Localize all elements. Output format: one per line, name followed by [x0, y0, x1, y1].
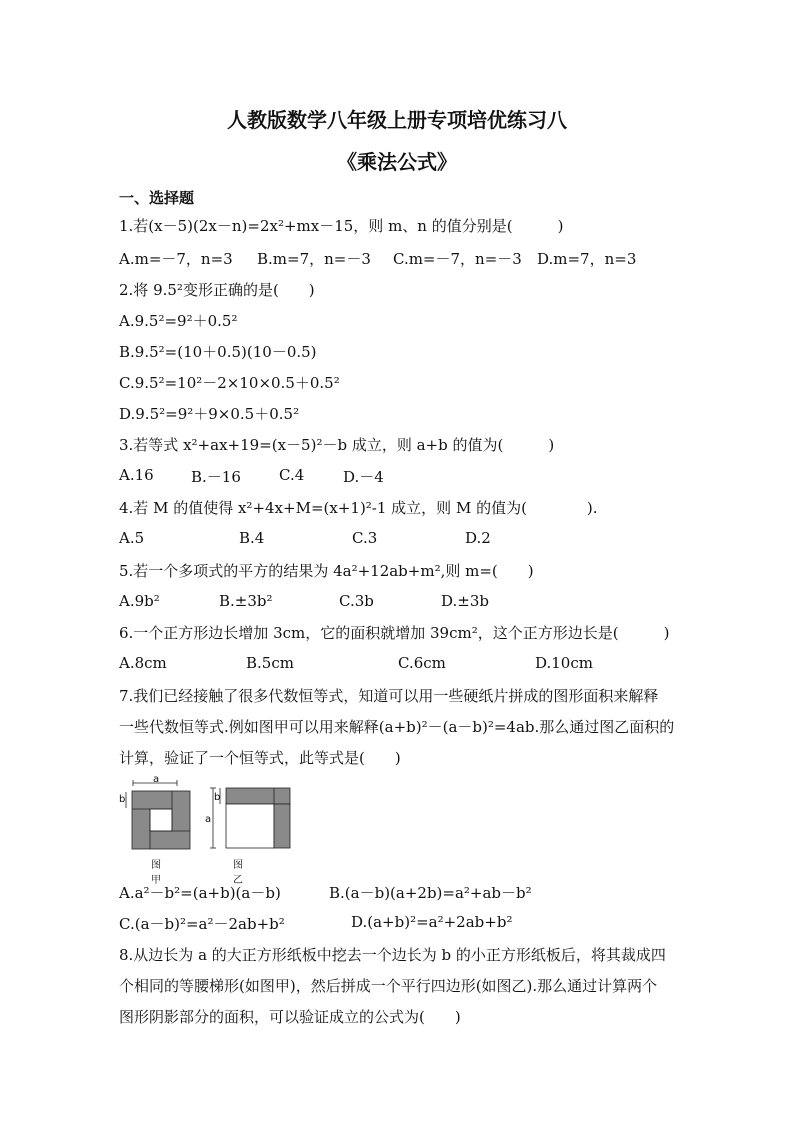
question-6-stem: 6.一个正方形边长增加 3cm，它的面积就增加 39cm²，这个正方形边长是( )	[119, 624, 670, 642]
question-3-option-d: D.－4	[343, 468, 384, 486]
question-3-option-c: C.4	[279, 466, 305, 484]
question-8-line-2: 个相同的等腰梯形(如图甲)，然后拼成一个平行四边形(如图乙).那么通过计算两个	[119, 977, 658, 995]
question-7-line-2: 一些代数恒等式.例如图甲可以用来解释(a+b)²－(a－b)²=4ab.那么通过图乙面积的	[119, 718, 675, 736]
page-subtitle: 《乘法公式》	[337, 150, 457, 174]
question-5-option-c: C.3b	[339, 592, 374, 610]
section-heading: 一、选择题	[119, 189, 195, 207]
question-6-option-b: B.5cm	[246, 654, 294, 672]
question-7-option-b: B.(a－b)(a+2b)=a²+ab－b²	[329, 884, 532, 902]
question-7-line-3: 计算，验证了一个恒等式，此等式是( )	[119, 749, 401, 767]
question-7-option-a: A.a²－b²=(a+b)(a－b)	[119, 884, 281, 902]
question-1-option-a: A.m=－7，n=3	[119, 250, 233, 268]
question-1-stem: 1.若(x－5)(2x－n)=2x²+mx－15，则 m、n 的值分别是( )	[119, 217, 564, 235]
question-2-option-c: C.9.5²=10²－2×10×0.5＋0.5²	[119, 374, 340, 392]
question-3-stem: 3.若等式 x²+ax+19=(x－5)²－b 成立，则 a+b 的值为( )	[119, 436, 555, 454]
question-4-stem: 4.若 M 的值使得 x²+4x+M=(x+1)²-1 成立，则 M 的值为( ).	[119, 499, 598, 517]
question-1-option-b: B.m=7，n=－3	[257, 250, 371, 268]
question-8-line-1: 8.从边长为 a 的大正方形纸板中挖去一个边长为 b 的小正方形纸板后，将其裁成四	[119, 946, 666, 964]
figure-yi-caption: 图乙	[233, 860, 243, 886]
question-4-option-d: D.2	[465, 529, 491, 547]
question-4-option-b: B.4	[239, 529, 265, 547]
figure-jia	[119, 780, 199, 852]
question-2-option-a: A.9.5²=9²＋0.5²	[119, 312, 238, 330]
question-8-line-3: 图形阴影部分的面积，可以验证成立的公式为( )	[119, 1008, 461, 1026]
question-5-option-b: B.±3b²	[219, 592, 273, 610]
question-3-option-b: B.－16	[191, 468, 241, 486]
question-2-option-d: D.9.5²=9²＋9×0.5＋0.5²	[119, 405, 300, 423]
question-6-option-a: A.8cm	[119, 654, 167, 672]
question-2-stem: 2.将 9.5²变形正确的是( )	[119, 281, 315, 299]
question-3-option-a: A.16	[119, 466, 154, 484]
question-2-option-b: B.9.5²=(10＋0.5)(10－0.5)	[119, 343, 317, 361]
question-6-option-c: C.6cm	[398, 654, 446, 672]
question-4-option-c: C.3	[352, 529, 378, 547]
figure-yi-label-b: b	[214, 792, 221, 803]
question-7-option-c: C.(a－b)²=a²－2ab+b²	[119, 915, 285, 933]
figure-jia-caption: 图甲	[151, 860, 161, 886]
question-1-option-d: D.m=7，n=3	[537, 250, 637, 268]
question-7-line-1: 7.我们已经接触了很多代数恒等式，知道可以用一些硬纸片拼成的图形面积来解释	[119, 687, 659, 705]
figure-jia-label-a: a	[153, 774, 160, 785]
question-5-option-d: D.±3b	[441, 592, 489, 610]
question-7-option-d: D.(a+b)²=a²+2ab+b²	[351, 913, 513, 931]
question-4-option-a: A.5	[119, 529, 145, 547]
question-5-stem: 5.若一个多项式的平方的结果为 4a²+12ab+m²,则 m=( )	[119, 562, 534, 580]
question-6-option-d: D.10cm	[535, 654, 593, 672]
figure-jia-label-b: b	[119, 794, 126, 805]
page-title: 人教版数学八年级上册专项培优练习八	[227, 108, 567, 132]
figure-yi-label-a: a	[205, 814, 212, 825]
question-1-option-c: C.m=－7，n=－3	[393, 250, 522, 268]
figure-yi	[208, 780, 293, 852]
question-5-option-a: A.9b²	[119, 592, 160, 610]
